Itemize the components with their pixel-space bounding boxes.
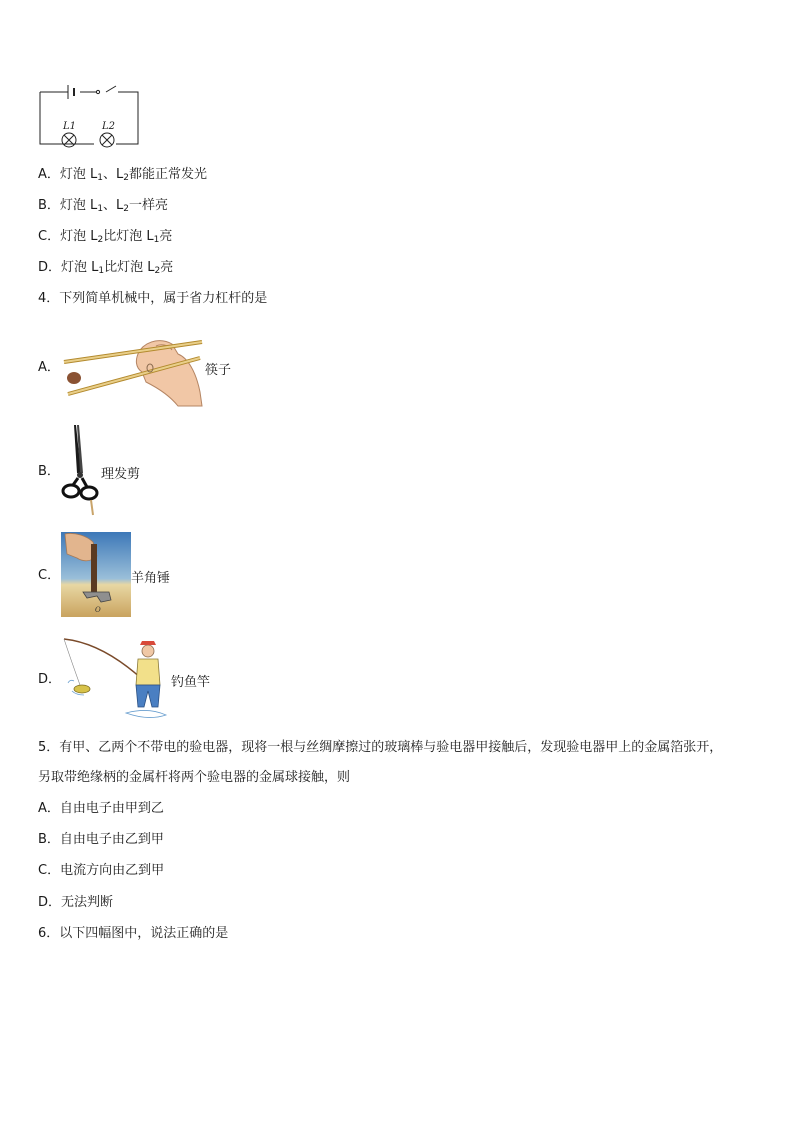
q3-option-a: A．灯泡 $L_1$、$L_2$都能正常发光 [38, 167, 208, 183]
q5-stem-line-1: 5．有甲、乙两个不带电的验电器，现将一根与丝绸摩擦过的玻璃棒与验电器甲接触后，发现验电器甲上的金属箔张开， [38, 740, 723, 755]
q5-option-c: C．电流方向由乙到甲 [38, 863, 165, 878]
claw-hammer-image [61, 532, 131, 617]
scissors-image [60, 423, 100, 517]
q4-option-b-key: B． [38, 464, 60, 479]
q3-option-c: C．灯泡 $L_2$比灯泡 $L_1$亮 [38, 229, 173, 245]
lamp-l2-label: L2 [102, 121, 116, 132]
svg-text:O: O [95, 606, 101, 614]
q4-option-b-label: 理发剪 [101, 467, 141, 482]
q3-option-b: B．灯泡 $L_1$、$L_2$一样亮 [38, 198, 169, 214]
q4-option-c-label: 羊角锤 [131, 571, 171, 586]
q4-option-d-key: D． [38, 672, 62, 687]
q3-option-d: D．灯泡 $L_1$比灯泡 $L_2$亮 [38, 260, 174, 276]
q4-option-d-label: 钓鱼竿 [171, 675, 211, 690]
q4-option-a-label: 筷子 [205, 363, 232, 378]
circuit-diagram [36, 82, 146, 148]
q5-stem-line-2: 另取带绝缘柄的金属杆将两个验电器的金属球接触，则 [38, 770, 351, 785]
q5-option-a: A．自由电子由甲到乙 [38, 801, 164, 816]
q4-option-c-key: C． [38, 568, 61, 583]
q4-option-a-key: A． [38, 360, 60, 375]
chopsticks-image [60, 332, 205, 408]
lamp-l1-label: L1 [63, 121, 77, 132]
q4-stem: 4．下列简单机械中，属于省力杠杆的是 [38, 291, 268, 306]
q5-option-d: D．无法判断 [38, 895, 114, 910]
q6-stem: 6．以下四幅图中，说法正确的是 [38, 926, 229, 941]
q5-option-b: B．自由电子由乙到甲 [38, 832, 164, 847]
fishing-rod-image [62, 633, 170, 723]
